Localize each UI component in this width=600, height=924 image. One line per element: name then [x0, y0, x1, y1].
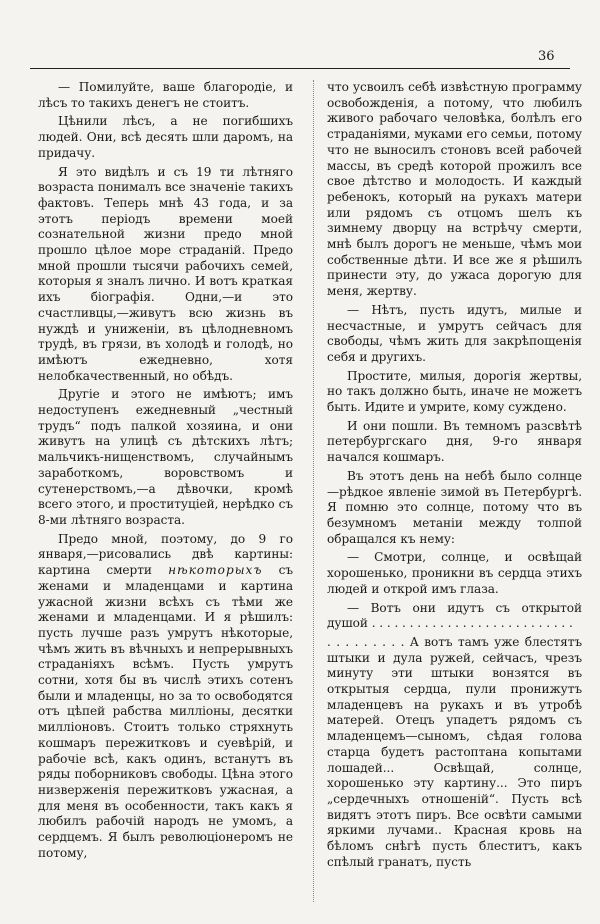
column-divider — [313, 80, 314, 902]
paragraph: Я это видѣлъ и съ 19 ти лѣтняго возраста понималъ все значеніе такихъ фактовъ. Теперь мнѣ 43 года, и за этотъ періодъ времени моей сознательной жизни предо мной прошло цѣлое море страданій. Предо мной прошли тысячи рабочихъ семей, которыя я зналъ лично. И вотъ краткая ихъ біографія. Одни,—и это счастливцы,—живутъ всю жизнь въ нуждѣ и униженіи, въ цѣлодневномъ трудѣ, въ грязи, въ холодѣ и голодѣ, но имѣютъ ежедневно, хотя нелобкачественный, но обѣдъ. — [38, 164, 293, 383]
paragraph: — Смотри, солнце, и освѣщай хорошенько, проникни въ сердца этихъ людей и открой имъ глаза. — [327, 550, 582, 596]
paragraph: — Вотъ они идутъ съ открытой душой . . . . . . . . . . . . . . . . . . . . . . . . . . . — [327, 600, 582, 631]
paragraph: И они пошли. Въ темномъ разсвѣтѣ петербургскаго дня, 9-го января начался кошмаръ. — [327, 418, 582, 465]
paragraph: — Нѣтъ, пусть идутъ, милые и несчастные, и умрутъ сейчасъ для свободы, чѣмъ жить для закрѣпощенія себя и другихъ. — [327, 302, 582, 364]
paragraph: — Помилуйте, ваше благородіе, и лѣсъ то такихъ денегъ не стоитъ. — [38, 80, 293, 110]
paragraph: Другіе и этого не имѣютъ; имъ недоступенъ ежедневный „честный трудъ“ подъ палкой хозяина, и они живутъ на улицѣ съ дѣтскихъ лѣтъ; мальчикъ-нищенствомъ, случайнымъ заработкомъ, воровствомъ и сутенерствомъ,—а дѣвочки, кромѣ всего этого, и проституціей, нерѣдко съ 8-ми лѣтняго возраста. — [38, 387, 293, 527]
paragraph-text: Предо мной, поэтому, до 9 го января,—рисовались двѣ картины: картина смерти — [38, 531, 293, 578]
paragraph: . . . . . . . . . А вотъ тамъ уже блестятъ штыки и дула ружей, сейчасъ, чрезъ минуту эти штыки вонзятся въ открытыя сердца, пули пронижутъ младенцевъ на рукахъ и въ утробѣ матерей. Отецъ упадетъ рядомъ съ младенцемъ—сыномъ, сѣдая голова старца будетъ растоптана копытами лошадей... Освѣщай, солнце, хорошенько эту картину... Это пиръ „сердечныхъ отношеній“. Пусть всѣ видятъ этотъ пиръ. Все освѣти самыми яркими лучами.. Красная кровь на бѣломъ снѣгѣ пусть блеститъ, какъ спѣлый гранатъ, пусть — [327, 634, 582, 869]
paragraph: Въ этотъ день на небѣ было солнце—рѣдкое явленіе зимой въ Петербургѣ. Я помню это солнце, потому что въ безумномъ метаніи между толпой обращался къ нему: — [327, 468, 582, 546]
right-column — [327, 80, 582, 873]
paragraph — [38, 532, 293, 862]
page-number: 36 — [538, 49, 555, 64]
paragraph: Простите, милыя, дорогія жертвы, но такъ должно быть, иначе не можетъ быть. Идите и умрите, кому суждено. — [327, 368, 582, 415]
header-rule — [30, 68, 570, 69]
left-column — [38, 80, 293, 864]
paragraph: что усвоилъ себѣ извѣстную программу освобожденія, а потому, что любилъ живого рабочаго человѣка, болѣлъ его страданіями, муками его семьи, потому что не выносилъ стоновъ всей рабочей массы, въ средѣ которой прожилъ все свое дѣтство и молодость. И каждый ребенокъ, который на рукахъ матери или рядомъ съ отцомъ шелъ къ зимнему дворцу на встрѣчу смерти, мнѣ былъ дорогъ не меньше, чѣмъ мои собственные дѣти. И все же я рѣшилъ принести эту, до ужаса дорогую для меня, жертву. — [327, 80, 582, 299]
paragraph-text: съ женами и младенцами и картина ужасной жизни всѣхъ съ тѣми же женами и младенцами. И я рѣшилъ: пусть лучше разъ умрутъ нѣкоторые, чѣмъ жить въ вѣчныхъ и непрерывныхъ страданіяхъ всѣмъ. Пусть умрутъ сотни, хотя бы въ числѣ этихъ сотенъ были и младенцы, но за то освободятся отъ цѣпей рабства милліоны, десятки милліоновъ. Стоитъ только стряхнуть кошмаръ пережитковъ и суевѣрій, и рабочіе всѣ, какъ одинъ, встанутъ въ ряды поборниковъ свободы. Цѣна этого низверженія пережитковъ ужасная, а для меня въ особенности, такъ какъ я любилъ рабочій народъ не умомъ, а сердцемъ. Я былъ революціонеромъ не потому, — [38, 563, 294, 860]
paragraph: Цѣнили лѣсъ, а не погибшихъ людей. Они, всѣ десять шли даромъ, на придачу. — [38, 114, 293, 160]
emphasized-word: нѣкоторыхъ — [168, 563, 263, 578]
